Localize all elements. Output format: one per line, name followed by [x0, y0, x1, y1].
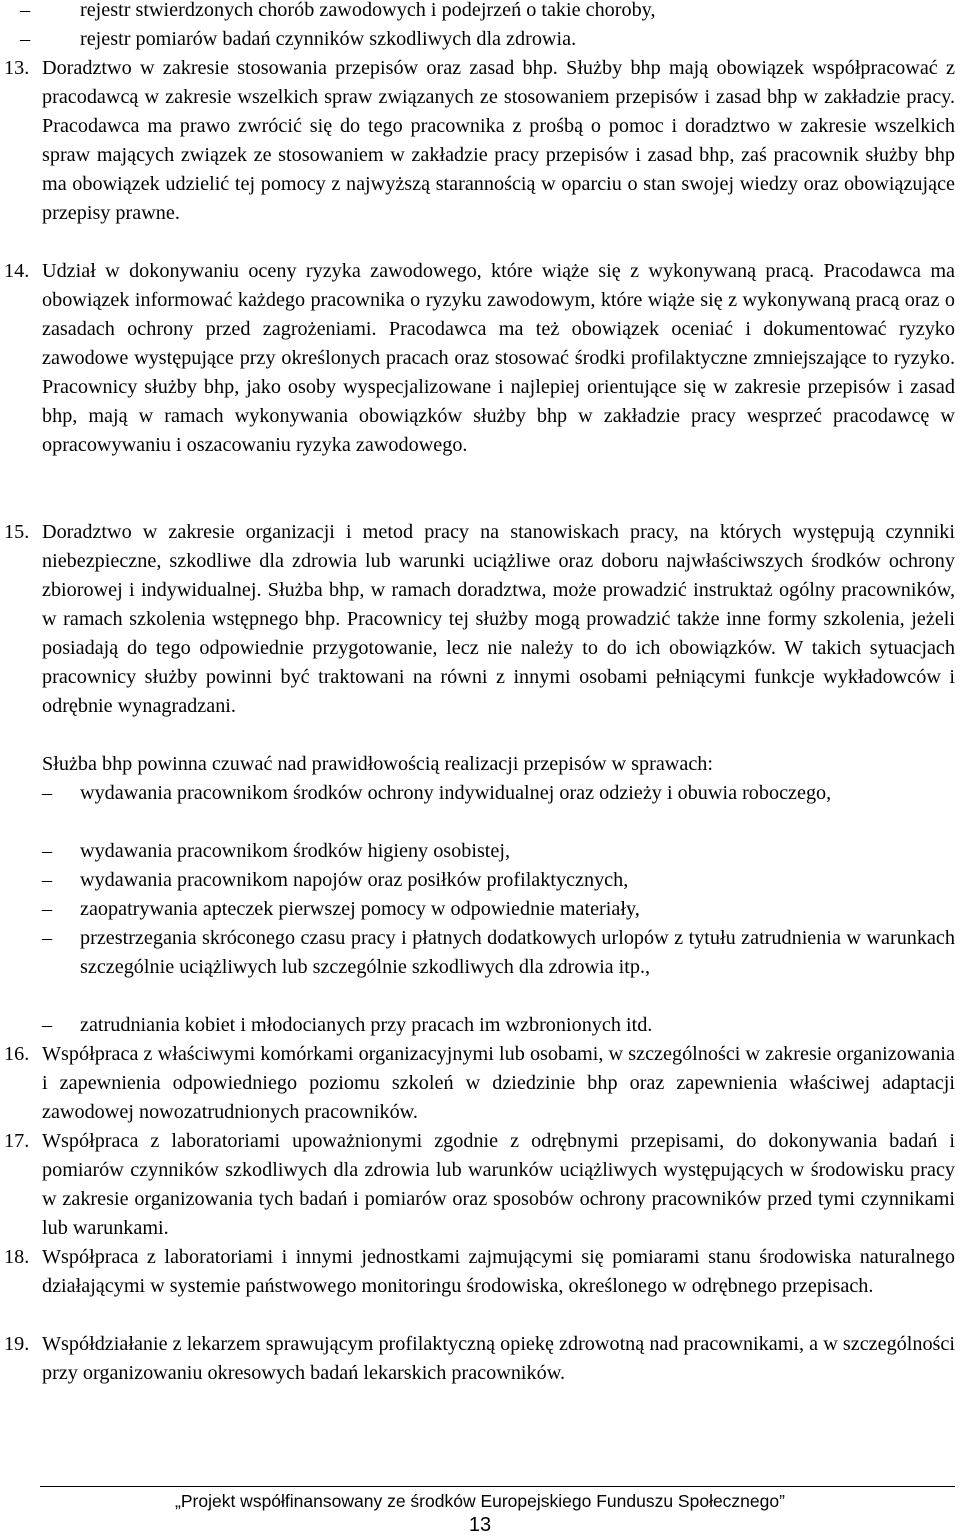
numbered-item-17	[4, 1127, 955, 1243]
list-item	[42, 1011, 955, 1040]
numbered-item-18	[4, 1243, 955, 1301]
item-number: 17.	[4, 1130, 30, 1152]
oversight-intro: Służba bhp powinna czuwać nad prawidłowością realizacji przepisów w sprawach:	[42, 753, 713, 775]
list-item-text: wydawania pracownikom napojów oraz posiłków profilaktycznych,	[80, 869, 629, 891]
dash-bullet: –	[42, 782, 53, 804]
item-text: Udział w dokonywaniu oceny ryzyka zawodowego, które wiąże się z wykonywaną pracą. Pracodawca ma obowiązek informować każdego pracownika o ryzyku zawodowym, które wiąże się z wykonywaną pracą oraz o zasadach ochrony przed zagrożeniami. Pracodawca ma też obowiązek oceniać i dokumentować ryzyko zawodowe występujące przy określonych pracach oraz stosować środki profilaktyczne zmniejszające to ryzyko. Pracownicy służby bhp, jako osoby wyspecjalizowane i najlepiej orientujące się w zakresie przepisów i zasad bhp, mają w ramach wykonywania obowiązków służby bhp w zakładzie pracy wesprzeć pracodawcę w opracowywaniu i oszacowaniu ryzyka zawodowego.	[42, 260, 955, 456]
list-item-text: rejestr stwierdzonych chorób zawodowych i podejrzeń o takie choroby,	[80, 0, 656, 21]
footer-text: „Projekt współfinansowany ze środków Europejskiego Funduszu Społecznego”	[175, 1491, 785, 1511]
dash-bullet: –	[42, 869, 53, 891]
list-item-text: przestrzegania skróconego czasu pracy i płatnych dodatkowych urlopów z tytułu zatrudnienia w warunkach szczególnie uciążliwych lub szczególnie szkodliwych dla zdrowia itp.,	[80, 927, 955, 978]
item-number: 15.	[4, 521, 30, 543]
list-item	[42, 895, 955, 924]
numbered-item-19	[4, 1330, 955, 1388]
item-text: Współpraca z właściwymi komórkami organizacyjnymi lub osobami, w szczególności w zakresie organizowania i zapewnienia odpowiedniego poziomu szkoleń w dziedzinie bhp oraz zapewnienia właściwej adaptacji zawodowej nowozatrudnionych pracowników.	[42, 1043, 955, 1123]
item-text: Współpraca z laboratoriami i innymi jednostkami zajmującymi się pomiarami stanu środowiska naturalnego działającymi w systemie państwowego monitoringu środowiska, określonego w odrębnego przepisach.	[42, 1246, 955, 1297]
item-number: 14.	[4, 260, 30, 282]
list-item-text: zaopatrywania apteczek pierwszej pomocy w odpowiednie materiały,	[80, 898, 640, 920]
dash-bullet: –	[20, 0, 31, 21]
dash-bullet: –	[20, 28, 31, 50]
dash-bullet: –	[42, 1014, 53, 1036]
list-item	[42, 779, 955, 808]
item-text: Współdziałanie z lekarzem sprawującym profilaktyczną opiekę zdrowotną nad pracownikami, a w szczególności przy organizowaniu okresowych badań lekarskich pracowników.	[42, 1333, 955, 1384]
item-text: Współpraca z laboratoriami upoważnionymi zgodnie z odrębnymi przepisami, do dokonywania badań i pomiarów czynników szkodliwych dla zdrowia lub warunków uciążliwych występujących w środowisku pracy w zakresie organizowania tych badań i pomiarów oraz sposobów ochrony pracowników przed tymi czynnikami lub warunkami.	[42, 1130, 955, 1239]
list-item	[42, 924, 955, 982]
numbered-item-14	[4, 257, 955, 460]
dash-bullet: –	[42, 898, 53, 920]
numbered-item-15	[4, 518, 955, 721]
numbered-item-13	[4, 54, 955, 228]
list-item	[42, 837, 955, 866]
item-number: 13.	[4, 57, 30, 79]
page-number: 13	[468, 1514, 492, 1536]
list-item-text: wydawania pracownikom środków higieny osobistej,	[80, 840, 511, 862]
item-number: 19.	[4, 1333, 30, 1355]
dash-bullet: –	[42, 840, 53, 862]
numbered-item-16	[4, 1040, 955, 1127]
list-item-text: rejestr pomiarów badań czynników szkodliwych dla zdrowia.	[80, 28, 577, 50]
item-text: Doradztwo w zakresie organizacji i metod pracy na stanowiskach pracy, na których występują czynniki niebezpieczne, szkodliwe dla zdrowia lub warunki uciążliwe oraz doboru najwłaściwszych środków ochrony zbiorowej i indywidualnej. Służba bhp, w ramach doradztwa, może prowadzić instruktaż ogólny pracowników, w ramach szkolenia wstępnego bhp. Pracownicy tej służby mogą prowadzić także inne formy szkolenia, jeżeli posiadają do tego odpowiednie przygotowanie, lecz nie należy to do ich obowiązków. W takich sytuacjach pracownicy służby powinni być traktowani na równi z innymi osobami pełniącymi funkcje wykładowców i odrębnie wynagradzani.	[42, 521, 955, 717]
list-item-text: zatrudniania kobiet i młodocianych przy pracach im wzbronionych itd.	[80, 1014, 653, 1036]
dash-bullet: –	[42, 927, 53, 949]
item-number: 18.	[4, 1246, 30, 1268]
item-number: 16.	[4, 1043, 30, 1065]
list-item	[42, 866, 955, 895]
list-item-text: wydawania pracownikom środków ochrony indywidualnej oraz odzieży i obuwia roboczego,	[80, 782, 832, 804]
footer-divider	[40, 1486, 955, 1487]
item-text: Doradztwo w zakresie stosowania przepisów oraz zasad bhp. Służby bhp mają obowiązek współpracować z pracodawcą w zakresie wszelkich spraw związanych ze stosowaniem przepisów i zasad bhp w zakładzie pracy. Pracodawca ma prawo zwrócić się do tego pracownika z prośbą o pomoc i doradztwo w zakresie wszelkich spraw mających związek ze stosowaniem w zakładzie pracy przepisów i zasad bhp, zaś pracownik służby bhp ma obowiązek udzielić tej pomocy z najwyższą starannością w oparciu o stan swojej wiedzy oraz obowiązujące przepisy prawne.	[42, 57, 955, 224]
